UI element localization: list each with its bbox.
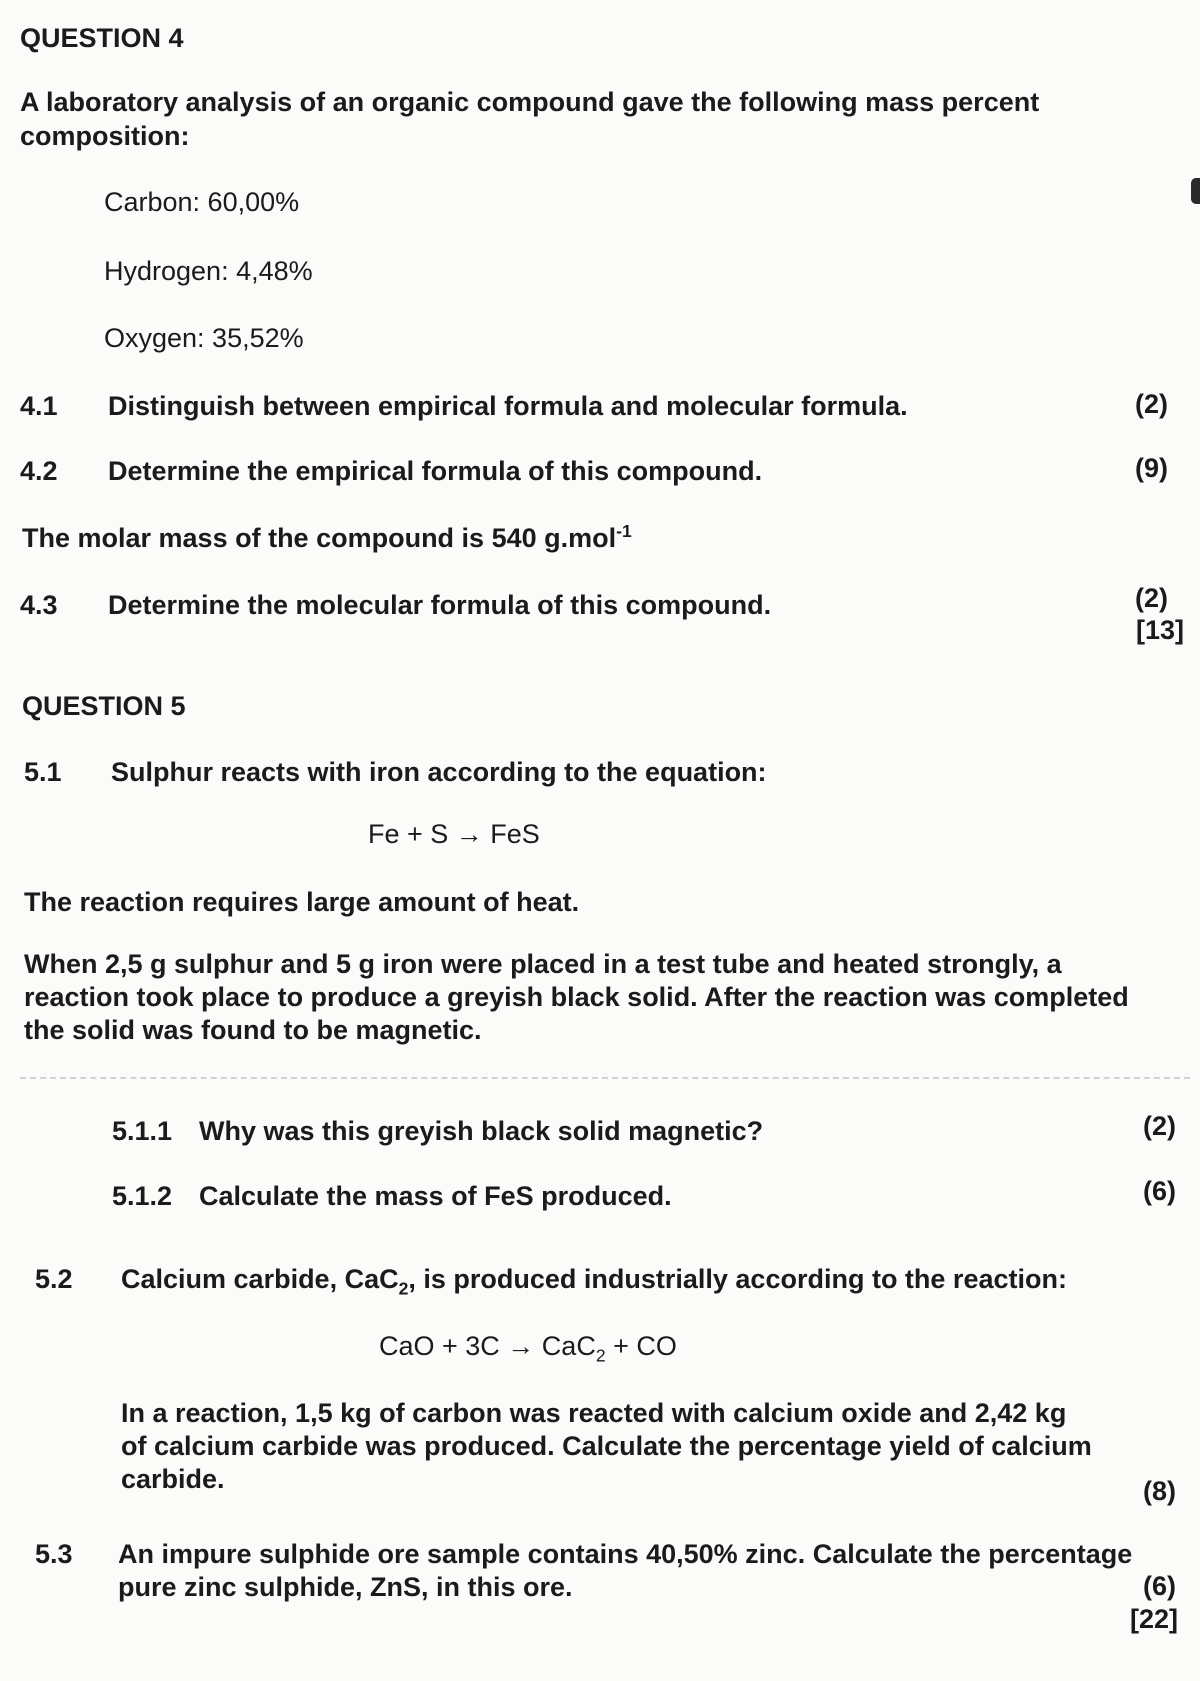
q5-2-text	[121, 1263, 1067, 1297]
composition-carbon: Carbon: 60,00%	[104, 187, 300, 217]
q5-1-2-number: 5.1.2	[112, 1181, 173, 1211]
q5-1-2-text: Calculate the mass of FeS produced.	[199, 1181, 672, 1211]
q4-2-marks: (9)	[1135, 453, 1168, 483]
q4-3-marks: (2)	[1135, 583, 1168, 613]
molar-mass-text: The molar mass of the compound is 540 g.mol	[22, 523, 617, 553]
q5-2-text-b: , is produced industrially according to the reaction:	[408, 1264, 1067, 1294]
q4-intro-line-1: A laboratory analysis of an organic compound gave the following mass percent	[20, 87, 1040, 117]
equation-fe-s: Fe + S → FeS	[368, 819, 540, 849]
q5-1-1-marks: (2)	[1143, 1111, 1176, 1141]
q4-total: [13]	[1135, 615, 1184, 645]
q4-3-number: 4.3	[20, 590, 58, 620]
q5-2-number: 5.2	[35, 1264, 73, 1294]
q5-2-para-line-2: of calcium carbide was produced. Calculate the percentage yield of calcium	[121, 1431, 1092, 1461]
q5-para-line-1: When 2,5 g sulphur and 5 g iron were placed in a test tube and heated strongly, a	[24, 949, 1062, 979]
equation2-part-a: CaO + 3C → CaC	[379, 1331, 596, 1361]
q4-intro-line-2: composition:	[20, 121, 190, 151]
q5-2-para-line-3: carbide.	[121, 1464, 225, 1494]
q5-3-marks: (6)	[1143, 1571, 1176, 1601]
q4-1-text: Distinguish between empirical formula and molecular formula.	[108, 391, 908, 421]
equation2-subscript: 2	[595, 1345, 606, 1366]
q5-2-para-line-1: In a reaction, 1,5 kg of carbon was reacted with calcium oxide and 2,42 kg	[121, 1398, 1067, 1428]
q5-2-marks: (8)	[1143, 1476, 1176, 1506]
q4-2-number: 4.2	[20, 456, 58, 486]
q5-2-text-a: Calcium carbide, CaC	[121, 1264, 399, 1294]
page-edge-mark	[1191, 178, 1200, 204]
q5-2-text-subscript: 2	[398, 1278, 409, 1299]
q5-1-1-number: 5.1.1	[112, 1116, 173, 1146]
q5-para-line-3: the solid was found to be magnetic.	[24, 1015, 482, 1045]
equation2-part-b: + CO	[605, 1331, 677, 1361]
q5-3-line-2: pure zinc sulphide, ZnS, in this ore.	[118, 1572, 573, 1602]
q5-1-2-marks: (6)	[1143, 1176, 1176, 1206]
molar-mass-exponent: -1	[616, 521, 632, 541]
q4-2-text: Determine the empirical formula of this compound.	[108, 456, 763, 486]
question-5-heading: QUESTION 5	[22, 691, 186, 721]
question-4-heading: QUESTION 4	[20, 23, 184, 53]
heat-statement: The reaction requires large amount of heat.	[24, 887, 580, 917]
equation-calcium-carbide	[379, 1330, 677, 1364]
q4-1-marks: (2)	[1135, 389, 1168, 419]
molar-mass-statement	[22, 522, 632, 556]
q5-total: [22]	[1129, 1604, 1178, 1634]
q5-para-line-2: reaction took place to produce a greyish black solid. After the reaction was completed	[24, 982, 1129, 1012]
q5-1-1-text: Why was this greyish black solid magnetic?	[199, 1116, 764, 1146]
q5-1-text: Sulphur reacts with iron according to the equation:	[111, 757, 767, 787]
q5-3-number: 5.3	[35, 1539, 73, 1569]
q4-3-text: Determine the molecular formula of this compound.	[108, 590, 772, 620]
q4-1-number: 4.1	[20, 391, 58, 421]
q5-3-line-1: An impure sulphide ore sample contains 40,50% zinc. Calculate the percentage	[118, 1539, 1133, 1569]
scan-divider	[20, 1077, 1190, 1079]
q5-1-number: 5.1	[24, 757, 62, 787]
composition-oxygen: Oxygen: 35,52%	[104, 323, 304, 353]
composition-hydrogen: Hydrogen: 4,48%	[104, 256, 313, 286]
